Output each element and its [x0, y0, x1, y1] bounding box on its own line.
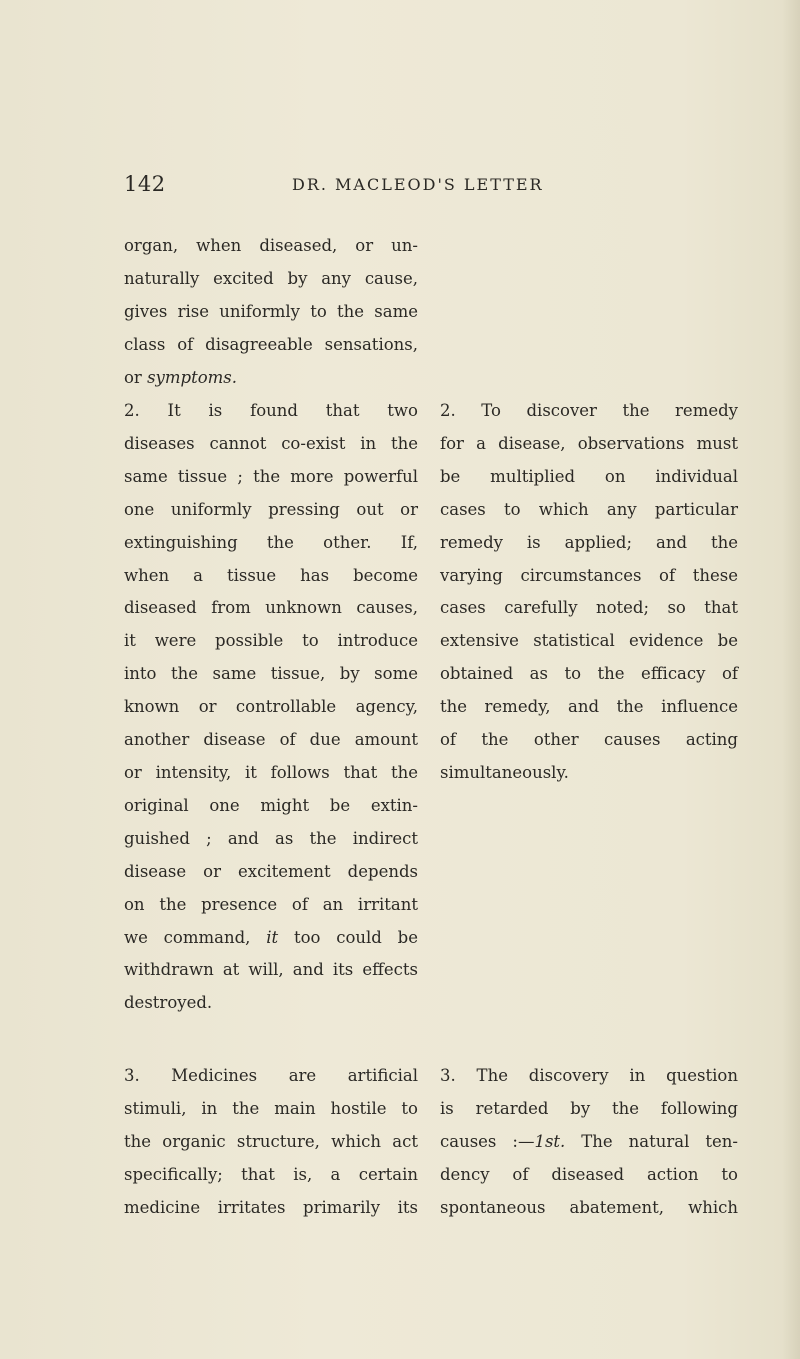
- text-line: diseased from unknown causes,: [124, 598, 418, 618]
- text-line: 2. To discover the remedy: [440, 401, 738, 420]
- text-line: medicine irritates primarily its: [124, 1197, 418, 1217]
- text-line: 3. The discovery in question: [440, 1066, 738, 1085]
- text-line: guished ; and as the indirect: [124, 828, 418, 848]
- text-line: or intensity, it follows that the: [124, 762, 418, 782]
- text-line: spontaneous abatement, which: [440, 1197, 738, 1217]
- paragraph-3-right: [440, 1060, 738, 1225]
- text-line: we command, it too could be: [124, 927, 418, 947]
- text-line: known or controllable agency,: [124, 697, 418, 717]
- text-line: for a disease, observations must: [440, 433, 738, 453]
- text-line: class of disagreeable sensations,: [124, 334, 418, 354]
- emphasis-symptoms: symptoms.: [147, 367, 237, 387]
- text-line: diseases cannot co-exist in the: [124, 433, 418, 453]
- text-line: cases carefully noted; so that: [440, 598, 738, 618]
- text-line: same tissue ; the more powerful: [124, 466, 418, 486]
- emphasis-1st: 1st.: [534, 1131, 566, 1151]
- text-line: into the same tissue, by some: [124, 664, 418, 684]
- text-line: of the other causes acting: [440, 730, 738, 750]
- text-line: it were possible to introduce: [124, 631, 418, 651]
- text-line: extinguishing the other. If,: [124, 532, 418, 552]
- text-line: another disease of due amount: [124, 730, 418, 750]
- text-line: or symptoms.: [124, 367, 237, 387]
- text-line: withdrawn at will, and its effects: [124, 960, 418, 980]
- text-line: the remedy, and the influence: [440, 697, 738, 717]
- text-line: on the presence of an irritant: [124, 894, 418, 914]
- text-line: organ, when diseased, or un-: [124, 236, 418, 255]
- text-line: simultaneously.: [440, 762, 569, 782]
- text-line: extensive statistical evidence be: [440, 631, 738, 651]
- page-number: 142: [124, 172, 166, 196]
- text-line: obtained as to the efficacy of: [440, 664, 738, 684]
- page-edge-shadow: [782, 0, 800, 1359]
- text-line: stimuli, in the main hostile to: [124, 1098, 418, 1118]
- paragraph-3-left: [124, 1060, 418, 1225]
- text-line: one uniformly pressing out or: [124, 499, 418, 519]
- text-line: disease or excitement depends: [124, 861, 418, 881]
- text-line: when a tissue has become: [124, 565, 418, 585]
- text-line: is retarded by the following: [440, 1098, 738, 1118]
- page-header: [124, 172, 684, 202]
- text-line: be multiplied on individual: [440, 466, 738, 486]
- emphasis-it: it: [266, 927, 279, 947]
- running-head: DR. MACLEOD'S LETTER: [292, 175, 544, 194]
- text-line: dency of diseased action to: [440, 1164, 738, 1184]
- paragraph-2-left: [124, 395, 418, 1020]
- text-line: varying circumstances of these: [440, 565, 738, 585]
- text-line: the organic structure, which act: [124, 1131, 418, 1151]
- text-line: destroyed.: [124, 993, 213, 1013]
- text-line: naturally excited by any cause,: [124, 268, 418, 288]
- intro-paragraph: [124, 230, 418, 395]
- text-line: remedy is applied; and the: [440, 532, 738, 552]
- text-line: original one might be extin-: [124, 795, 418, 815]
- paragraph-2-right: [440, 395, 738, 790]
- text-line: cases to which any particular: [440, 499, 738, 519]
- text-line: 3. Medicines are artificial: [124, 1066, 418, 1085]
- text-line: causes :—1st. The natural ten-: [440, 1131, 738, 1151]
- text-line: gives rise uniformly to the same: [124, 301, 418, 321]
- text-line: 2. It is found that two: [124, 401, 418, 420]
- text-line: specifically; that is, a certain: [124, 1164, 418, 1184]
